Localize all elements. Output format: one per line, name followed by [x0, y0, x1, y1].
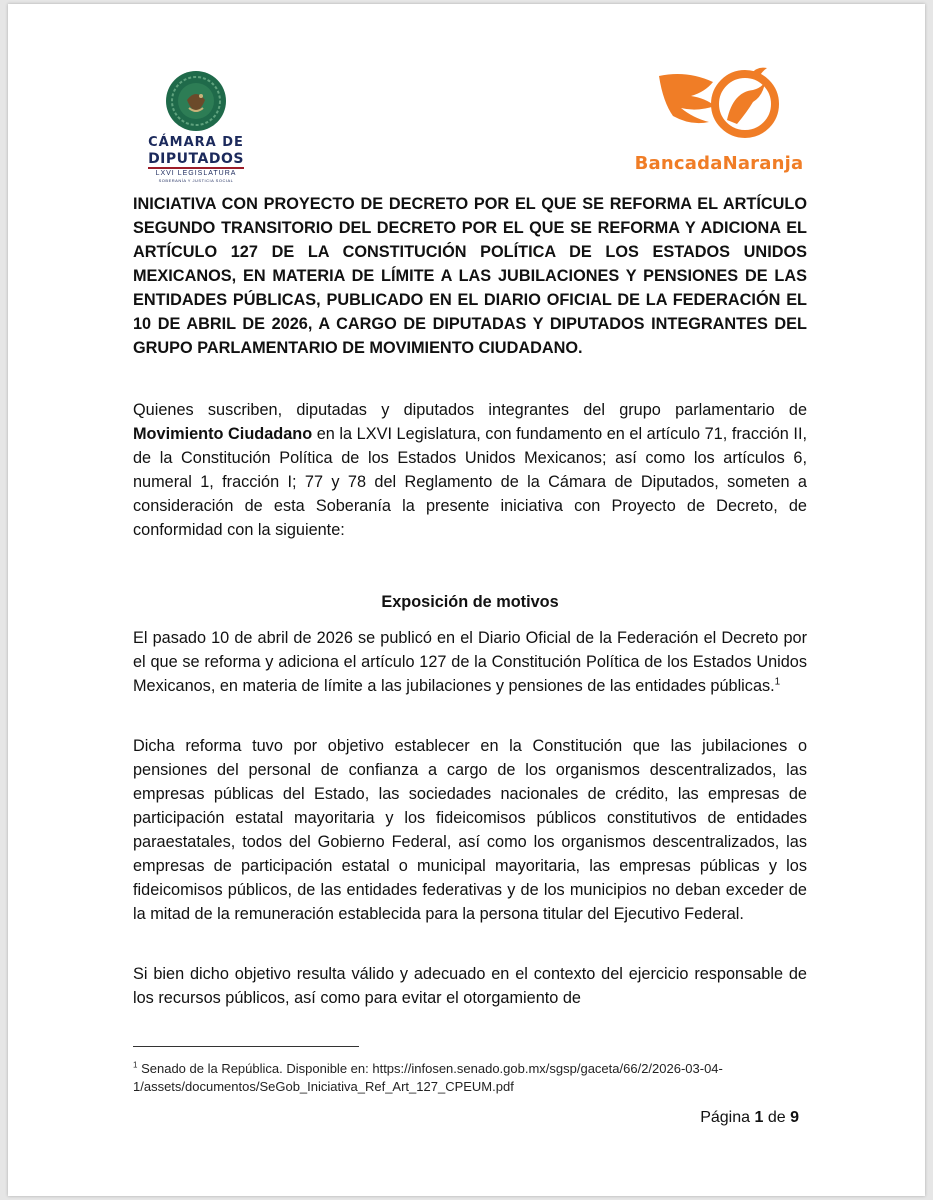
- paragraph-1-text: El pasado 10 de abril de 2026 se publicó en el Diario Oficial de la Federación el Decreto por el que se reforma y adiciona el artículo 127 de la Constitución Política de los Estados Unidos Mexicanos, en materia de límite a las jubilaciones y pensiones de las entidades públicas.: [133, 629, 807, 695]
- document-page: [8, 4, 925, 1196]
- total-pages: 9: [790, 1109, 799, 1126]
- section-heading: Exposición de motivos: [381, 593, 559, 611]
- page-number: [700, 1107, 799, 1129]
- footnote-number: 1: [133, 1060, 138, 1070]
- camara-logo-line3: LXVI LEGISLATURA: [155, 170, 237, 177]
- intro-party-name: Movimiento Ciudadano: [133, 425, 313, 443]
- eagle-emblem-icon: [657, 62, 781, 146]
- intro-text-start: Quienes suscriben, diputadas y diputados integrantes del grupo parlamentario de: [133, 401, 807, 419]
- motivos-paragraph-2: Dicha reforma tuvo por objetivo establecer en la Constitución que las jubilaciones o pensiones del personal de confianza a cargo de los organismos descentralizados, las empresas públicas del Estado, las sociedades nacionales de crédito, las empresas de participación estatal mayoritaria y los fideicomisos públicos constitutivos de entidades paraestatales, todos del Gobierno Federal, así como los organismos descentralizados, las empresas de participación estatal o municipal mayoritaria, las empresas públicas y los fideicomisos públicos, de las entidades federativas y de los municipios no deban exceder de la mitad de la remuneración establecida para la persona titular del Ejecutivo Federal.: [133, 737, 807, 923]
- footnote-text: Senado de la República. Disponible en: https://infosen.senado.gob.mx/sgsp/gaceta/66/2/2026-03-04-1/assets/documentos/SeGob_Iniciativa_Ref_Art_127_CPEUM.pdf: [133, 1061, 723, 1094]
- motivos-paragraph-3: Si bien dicho objetivo resulta válido y adecuado en el contexto del ejercicio responsable de los recursos públicos, así como para evitar el otorgamiento de: [133, 965, 807, 1007]
- page-label: Página: [700, 1109, 751, 1126]
- camara-logo-line1: CÁMARA DE: [148, 135, 244, 150]
- camara-de-diputados-logo: [136, 70, 256, 183]
- intro-paragraph: [133, 398, 807, 542]
- camara-logo-line4: SOBERANÍA Y JUSTICIA SOCIAL: [158, 178, 234, 183]
- current-page: 1: [754, 1109, 764, 1126]
- mexican-seal-icon: [165, 70, 227, 132]
- document-title: INICIATIVA CON PROYECTO DE DECRETO POR EL QUE SE REFORMA EL ARTÍCULO SEGUNDO TRANSITORIO DEL DECRETO POR EL QUE SE REFORMA Y ADICIONA EL ARTÍCULO 127 DE LA CONSTITUCIÓN POLÍTICA DE LOS ESTADOS UNIDOS MEXICANOS, EN MATERIA DE LÍMITE A LAS JUBILACIONES Y PENSIONES DE LAS ENTIDADES PÚBLICAS, PUBLICADO EN EL DIARIO OFICIAL DE LA FEDERACIÓN EL 10 DE ABRIL DE 2026, A CARGO DE DIPUTADAS Y DIPUTADOS INTEGRANTES DEL GRUPO PARLAMENTARIO DE MOVIMIENTO CIUDADANO.: [133, 195, 807, 357]
- footnote: [133, 1060, 807, 1096]
- camara-logo-line2: DIPUTADOS: [148, 151, 244, 167]
- page-separator: de: [767, 1109, 786, 1126]
- motivos-paragraph-1: [133, 626, 807, 698]
- bancada-naranja-wordmark: BancadaNaranja: [634, 153, 804, 174]
- footnote-divider: [133, 1046, 359, 1047]
- bancada-naranja-logo: [624, 62, 814, 174]
- footnote-reference[interactable]: 1: [774, 676, 781, 688]
- intro-text-end: en la LXVI Legislatura, con fundamento en el artículo 71, fracción II, de la Constitución Política de los Estados Unidos Mexicanos; así como los artículos 6, numeral 1, fracción I; 77 y 78 del Reglamento de la Cámara de Diputados, someten a consideración de esta Soberanía la presente iniciativa con Proyecto de Decreto, de conformidad con la siguiente:: [133, 425, 807, 539]
